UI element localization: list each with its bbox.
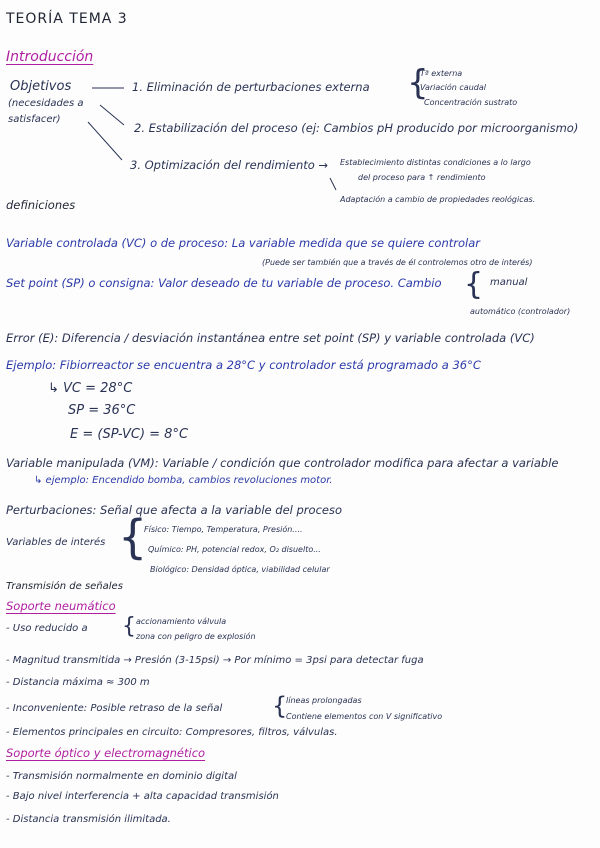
neu-item-5: - Elementos principales en circuito: Compresores, filtros, válvulas. xyxy=(6,727,338,738)
heading-introduccion: Introducción xyxy=(6,49,94,65)
sp-opt-auto: automático (controlador) xyxy=(470,307,571,316)
neu-item-4: - Inconveniente: Posible retraso de la señal xyxy=(6,703,223,714)
def-vc-note: (Puede ser también que a través de él controlemos otro de interés) xyxy=(262,258,533,267)
page-title: TEORÍA TEMA 3 xyxy=(6,11,128,27)
sp-opt-manual: manual xyxy=(490,277,528,288)
objetivo-1: 1. Eliminación de perturbaciones externa xyxy=(132,80,370,94)
neu4-sub-1: líneas prolongadas xyxy=(286,696,362,705)
def-vc: Variable controlada (VC) o de proceso: La variable medida que se quiere controlar xyxy=(6,236,480,250)
heading-transmision: Transmisión de señales xyxy=(6,581,123,592)
brace-icon: { xyxy=(122,614,136,639)
obj1-item-3: Concentración sustrato xyxy=(424,98,518,107)
def-vm: Variable manipulada (VM): Variable / condición que controlador modifica para afectar a variable xyxy=(6,456,559,470)
ejemplo-sp: SP = 36°C xyxy=(68,403,136,418)
obj3-detail-3: Adaptación a cambio de propiedades reológicas. xyxy=(340,195,536,204)
objetivos-sub-2: satisfacer) xyxy=(8,114,61,125)
brace-icon: { xyxy=(272,692,288,720)
vint-fisico: Físico: Tiempo, Temperatura, Presión.... xyxy=(144,525,303,534)
objetivos-sub-1: (necesidades a xyxy=(8,98,84,109)
ejemplo-vc: ↳ VC = 28°C xyxy=(48,381,133,396)
def-error: Error (E): Diferencia / desviación instantánea entre set point (SP) y variable controlada (VC) xyxy=(6,331,535,345)
brace-icon: { xyxy=(407,63,429,103)
opt-item-1: - Transmisión normalmente en dominio digital xyxy=(6,771,237,782)
brace-icon: { xyxy=(464,267,484,302)
obj3-detail-1: Establecimiento distintas condiciones a lo largo xyxy=(340,158,531,167)
variables-interes: Variables de interés xyxy=(6,537,106,548)
heading-soporte-optico: Soporte óptico y electromagnético xyxy=(6,746,206,760)
vint-biologico: Biológico: Densidad óptica, viabilidad celular xyxy=(150,565,330,574)
ejemplo: Ejemplo: Fibiorreactor se encuentra a 28°C y controlador está programado a 36°C xyxy=(6,358,481,372)
neu1-sub-2: zona con peligro de explosión xyxy=(136,632,256,641)
heading-soporte-neumatico: Soporte neumático xyxy=(6,599,116,613)
opt-item-2: - Bajo nivel interferencia + alta capacidad transmisión xyxy=(6,791,279,802)
obj1-item-2: Variación caudal xyxy=(420,83,486,92)
vint-quimico: Químico: PH, potencial redox, O₂ disuelto... xyxy=(148,545,321,554)
neu-item-2: - Magnitud transmitida → Presión (3-15psi) → Por mínimo = 3psi para detectar fuga xyxy=(6,655,424,666)
heading-definiciones: definiciones xyxy=(6,198,76,212)
def-sp: Set point (SP) o consigna: Valor deseado de tu variable de proceso. Cambio xyxy=(6,276,442,290)
neu1-sub-1: accionamiento válvula xyxy=(136,617,227,626)
objetivos-label: Objetivos xyxy=(10,79,72,94)
def-vm-example: ↳ ejemplo: Encendido bomba, cambios revoluciones motor. xyxy=(34,475,333,486)
obj3-detail-2: del proceso para ↑ rendimiento xyxy=(358,173,486,182)
neu-item-3: - Distancia máxima ≈ 300 m xyxy=(6,677,150,688)
def-perturbaciones: Perturbaciones: Señal que afecta a la variable del proceso xyxy=(6,503,342,517)
opt-item-3: - Distancia transmisión ilimitada. xyxy=(6,814,171,825)
neu4-sub-2: Contiene elementos con V significativo xyxy=(286,712,443,721)
ejemplo-e: E = (SP-VC) = 8°C xyxy=(70,427,189,442)
obj1-item-1: Tª externa xyxy=(420,69,463,78)
objetivo-3: 3. Optimización del rendimiento → xyxy=(130,158,329,172)
brace-icon: { xyxy=(118,510,148,564)
objetivo-2: 2. Estabilización del proceso (ej: Cambios pH producido por microorganismo) xyxy=(134,121,579,135)
neu-item-1: - Uso reducido a xyxy=(6,623,88,634)
